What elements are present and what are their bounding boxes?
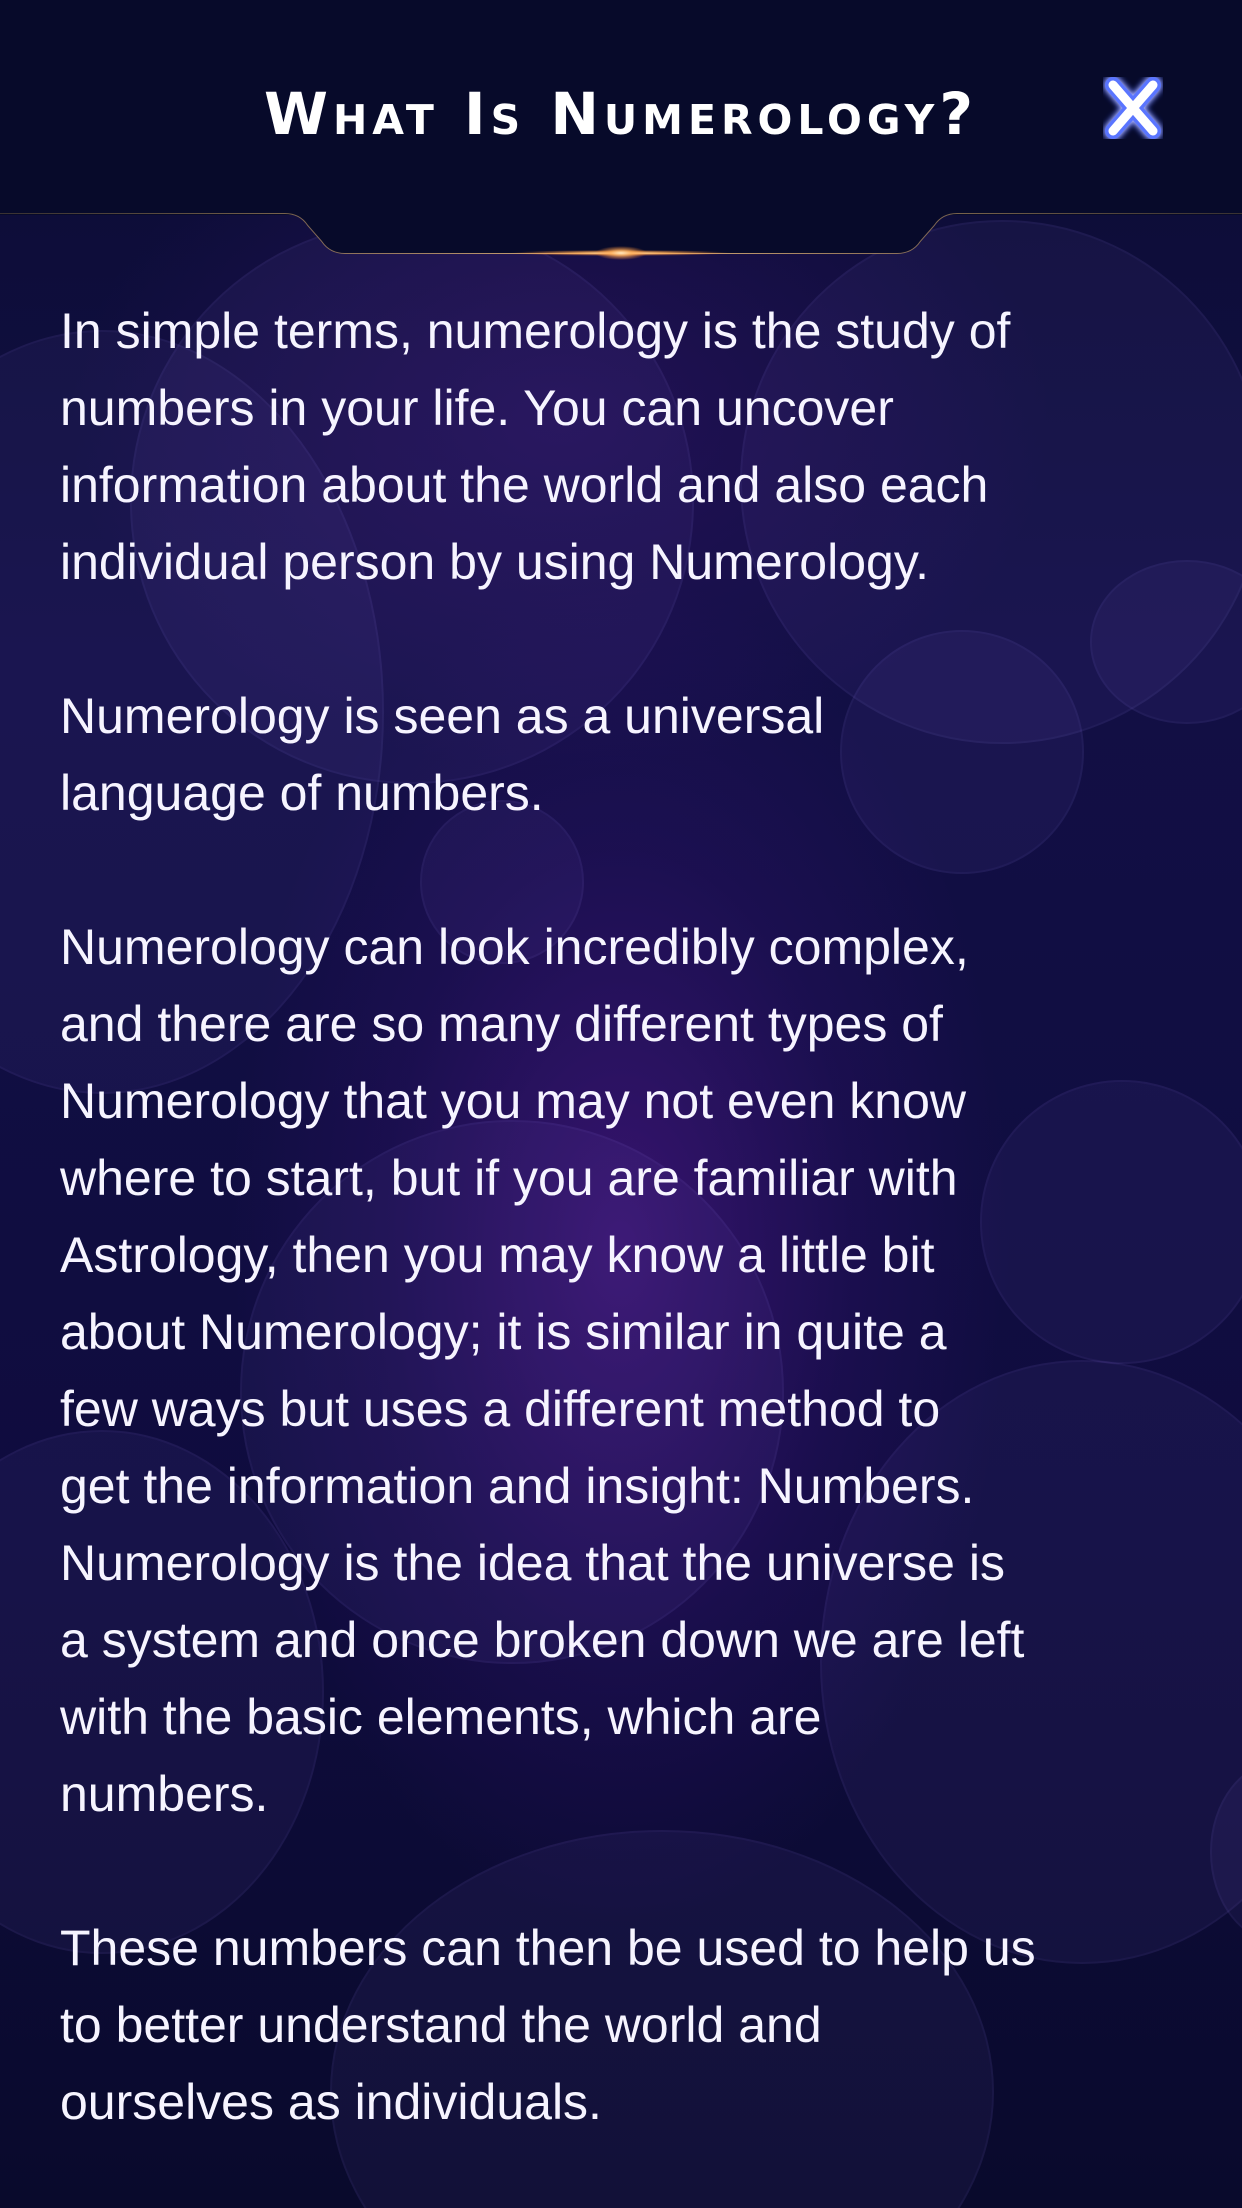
close-button[interactable] — [1098, 68, 1168, 148]
close-x-icon — [1103, 77, 1163, 139]
paragraph-universal-language: Numerology is seen as a universal language of numbers. — [60, 688, 825, 821]
paragraph-complexity: Numerology can look incredibly complex, and there are so many different types of Numerology that you may not even know where to start, but if you are familiar with Astrology, then you may know a little bit about Numerology; it is similar in quite a few ways but uses a different method to get the information and insight: Numbers. Numerology is the idea that the universe is a system and once broken down we are left with the basic elements, which are numbers. — [60, 919, 1025, 1822]
page-title: What Is Numerology? — [264, 80, 978, 148]
header — [0, 0, 1242, 215]
header-divider — [0, 205, 1242, 275]
description-text — [60, 293, 1195, 2141]
paragraph-conclusion: These numbers can then be used to help us to better understand the world and ourselves as individuals. — [60, 1920, 1036, 2130]
paragraph-intro: In simple terms, numerology is the study of numbers in your life. You can uncover information about the world and also each individual person by using Numerology. — [60, 303, 1011, 590]
